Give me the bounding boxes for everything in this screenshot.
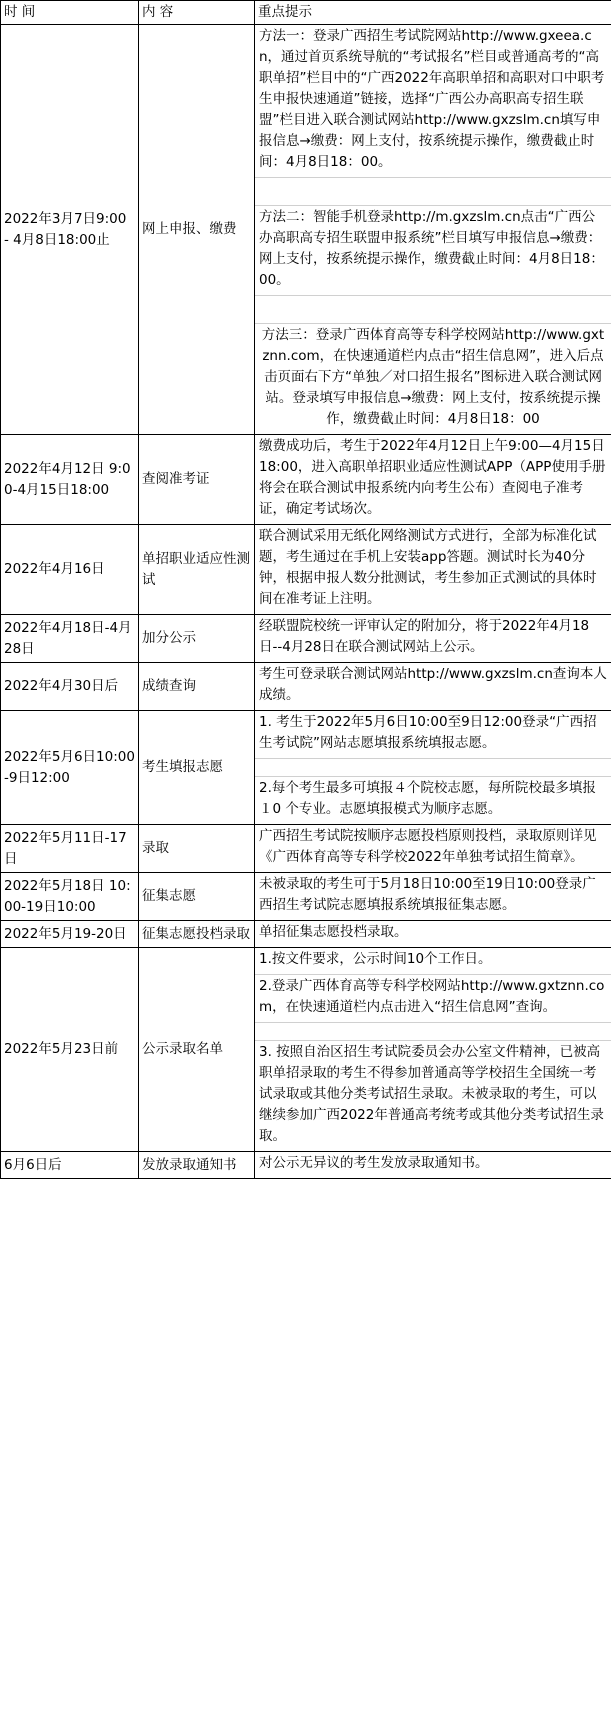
note-step-1: 1.按文件要求，公示时间10个工作日。: [259, 951, 492, 967]
table-row: [1, 825, 611, 873]
row-notes: [255, 525, 611, 615]
row-content: 考生填报志愿: [139, 711, 255, 825]
row-content: 单招职业适应性测试: [139, 525, 255, 615]
header-row: [1, 1, 611, 25]
row-content: 加分公示: [139, 615, 255, 663]
note-step-2: 2.登录广西体育高等专科学校网站http://www.gxtznn.com，在快速通道栏内点击进入“招生信息网”查询。: [255, 974, 611, 1022]
header-content: 内 容: [139, 1, 255, 25]
row-content: 征集志愿投档录取: [139, 921, 255, 948]
note-step-2: 2.每个考生最多可填报４个院校志愿，每所院校最多填报１0 个专业。志愿填报模式为顺序志愿。: [255, 776, 611, 824]
row-notes: [255, 615, 611, 663]
note-text: 联合测试采用无纸化网络测试方式进行，全部为标准化试题，考生通过在手机上安装app答题。测试时长为40分钟，根据申报人数分批测试，考生参加正式测试的具体时间在准考证上注明。: [259, 528, 597, 607]
note-step-3: 3. 按照自治区招生考试院委员会办公室文件精神，已被高职单招录取的考生不得参加普通高等学校招生全国统一考试录取或其他分类考试招生录取。未被录取的考生，可以继续参加广西2022年普通高考统考或其他分类考试招生录取。: [255, 1040, 611, 1151]
header-notes: 重点提示: [255, 1, 611, 25]
note-method-1: 方法一：登录广西招生考试院网站http://www.gxeea.cn，通过首页系统导航的“考试报名”栏目或普通高考的“高职单招”栏目中的“广西2022年高职单招和高职对口中职考生申报快速通道”链接，选择“广西公办高职高专招生联盟”栏目进入联合测试网站http://www.gxzslm.cn填写申报信息→缴费：网上支付，按系统提示操作，缴费截止时间：4月8日18：00。: [259, 28, 605, 170]
table-row: [1, 921, 611, 948]
row-time: 2022年4月18日-4月28日: [1, 615, 139, 663]
row-time: 2022年5月18日 10:00-19日10:00: [1, 873, 139, 921]
note-text: 经联盟院校统一评审认定的附加分，将于2022年4月18日--4月28日在联合测试网站上公示。: [259, 618, 590, 655]
note-method-2: 方法二：智能手机登录http://m.gxzslm.cn点击“广西公办高职高专招生联盟申报系统”栏目填写申报信息→缴费：网上支付，按系统提示操作，缴费截止时间：4月8日18：00。: [255, 205, 611, 295]
row-time: 2022年3月7日9:00 - 4月8日18:00止: [1, 25, 139, 435]
note-text: 广西招生考试院按顺序志愿投档原则投档，录取原则详见《广西体育高等专科学校2022年单独考试招生简章》。: [259, 828, 597, 865]
row-time: 2022年5月23日前: [1, 948, 139, 1152]
table-row: [1, 615, 611, 663]
note-spacer: [255, 295, 611, 323]
note-spacer: [255, 1022, 611, 1040]
row-content: 网上申报、缴费: [139, 25, 255, 435]
row-content: 成绩查询: [139, 663, 255, 711]
note-text: 对公示无异议的考生发放录取通知书。: [259, 1155, 489, 1171]
table-row: [1, 663, 611, 711]
table-row: [1, 948, 611, 1152]
note-spacer: [255, 177, 611, 205]
table-row: [1, 873, 611, 921]
row-notes: [255, 435, 611, 525]
row-notes: [255, 873, 611, 921]
note-text: 考生可登录联合测试网站http://www.gxzslm.cn查询本人成绩。: [259, 666, 607, 703]
row-time: 6月6日后: [1, 1152, 139, 1179]
row-notes: [255, 921, 611, 948]
row-content: 查阅准考证: [139, 435, 255, 525]
row-content: 发放录取通知书: [139, 1152, 255, 1179]
table-row: [1, 711, 611, 825]
table-row: [1, 25, 611, 435]
row-time: 2022年4月16日: [1, 525, 139, 615]
note-text: 单招征集志愿投档录取。: [259, 924, 408, 940]
note-text: 未被录取的考生可于5月18日10:00至19日10:00登录广西招生考试院志愿填报系统填报征集志愿。: [259, 876, 596, 913]
row-content: 公示录取名单: [139, 948, 255, 1152]
row-notes: [255, 1152, 611, 1179]
table-row: [1, 1152, 611, 1179]
row-notes: [255, 711, 611, 825]
row-time: 2022年4月12日 9:00-4月15日18:00: [1, 435, 139, 525]
table-row: [1, 525, 611, 615]
row-notes: [255, 825, 611, 873]
row-notes: [255, 25, 611, 435]
row-time: 2022年5月6日10:00 -9日12:00: [1, 711, 139, 825]
note-text: 缴费成功后，考生于2022年4月12日上午9:00—4月15日18:00，进入高职单招职业适应性测试APP（APP使用手册将会在联合测试申报系统内向考生公布）查阅电子准考证，确定考试场次。: [259, 438, 606, 517]
row-time: 2022年4月30日后: [1, 663, 139, 711]
row-content: 征集志愿: [139, 873, 255, 921]
note-method-3: 方法三：登录广西体育高等专科学校网站http://www.gxtznn.com，在快速通道栏内点击“招生信息网”，进入后点击页面右下方“单独／对口招生报名”图标进入联合测试网站。登录填写申报信息→缴费：网上支付，按系统提示操作，缴费截止时间：4月8日18：00: [255, 323, 611, 434]
row-notes: [255, 663, 611, 711]
header-time: 时 间: [1, 1, 139, 25]
note-step-1: 1. 考生于2022年5月6日10:00至9日12:00登录“广西招生考试院”网站志愿填报系统填报志愿。: [259, 714, 597, 751]
row-content: 录取: [139, 825, 255, 873]
note-spacer: [255, 758, 611, 776]
row-time: 2022年5月11日-17日: [1, 825, 139, 873]
table-row: [1, 435, 611, 525]
row-time: 2022年5月19-20日: [1, 921, 139, 948]
row-notes: [255, 948, 611, 1152]
